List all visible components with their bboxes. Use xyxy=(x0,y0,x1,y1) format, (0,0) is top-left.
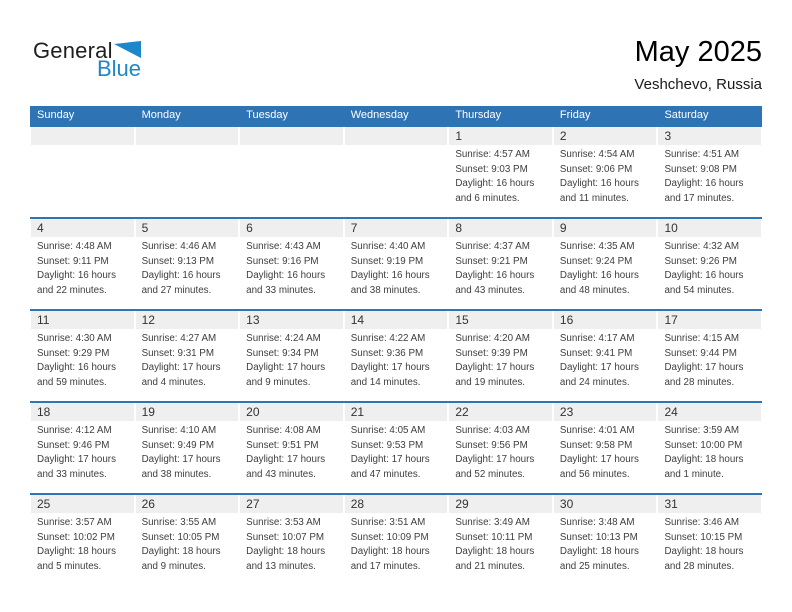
day-number: 9 xyxy=(554,219,657,237)
daylight-text: Daylight: 18 hours and 9 minutes. xyxy=(141,546,221,572)
sunrise-text: Sunrise: 4:10 AM xyxy=(141,425,217,436)
sunrise-text: Sunrise: 3:48 AM xyxy=(559,517,635,528)
day-info xyxy=(30,237,135,298)
sunset-text: Sunset: 9:26 PM xyxy=(664,255,737,267)
day-cell xyxy=(239,127,344,217)
weekday-header-sunday: Sunday xyxy=(37,109,75,121)
weekday-header-monday: Monday xyxy=(141,109,181,121)
day-cell xyxy=(135,403,240,493)
daylight-text: Daylight: 17 hours and 47 minutes. xyxy=(350,454,430,480)
day-cell xyxy=(344,495,449,585)
header-titles xyxy=(634,36,762,93)
day-number: 2 xyxy=(554,127,657,145)
day-info xyxy=(135,145,240,148)
day-info xyxy=(239,145,344,148)
sunrise-text: Sunrise: 4:01 AM xyxy=(559,425,635,436)
day-cell xyxy=(30,219,135,309)
day-cell xyxy=(239,311,344,401)
sunset-text: Sunset: 9:51 PM xyxy=(246,439,319,451)
sunrise-text: Sunrise: 4:54 AM xyxy=(559,149,635,160)
weekday-header-row xyxy=(30,106,762,125)
sunrise-text: Sunrise: 3:57 AM xyxy=(37,517,112,528)
sunset-text: Sunset: 9:58 PM xyxy=(559,439,633,451)
daylight-text: Daylight: 17 hours and 56 minutes. xyxy=(559,454,639,480)
day-info xyxy=(448,145,553,206)
sunrise-text: Sunrise: 4:08 AM xyxy=(246,425,321,436)
daylight-text: Daylight: 16 hours and 33 minutes. xyxy=(246,270,326,296)
day-number xyxy=(136,127,239,145)
sunrise-text: Sunrise: 3:49 AM xyxy=(455,517,530,528)
day-number: 16 xyxy=(554,311,657,329)
sunrise-text: Sunrise: 4:43 AM xyxy=(246,241,321,252)
sunset-text: Sunset: 10:05 PM xyxy=(141,531,220,543)
day-number xyxy=(31,127,134,145)
day-info xyxy=(239,421,344,482)
sunset-text: Sunset: 10:00 PM xyxy=(664,439,743,451)
daylight-text: Daylight: 18 hours and 13 minutes. xyxy=(246,546,326,572)
day-info xyxy=(657,329,762,390)
day-cell xyxy=(344,219,449,309)
daylight-text: Daylight: 16 hours and 54 minutes. xyxy=(664,270,744,296)
day-info xyxy=(448,513,553,574)
day-number xyxy=(345,127,448,145)
week-row xyxy=(30,217,762,309)
sunset-text: Sunset: 10:07 PM xyxy=(246,531,325,543)
day-info xyxy=(657,237,762,298)
sunset-text: Sunset: 9:24 PM xyxy=(559,255,633,267)
location-subtitle: Veshchevo, Russia xyxy=(634,76,762,94)
day-info xyxy=(344,513,449,574)
sunrise-text: Sunrise: 4:20 AM xyxy=(455,333,530,344)
daylight-text: Daylight: 16 hours and 48 minutes. xyxy=(559,270,639,296)
sunset-text: Sunset: 9:56 PM xyxy=(455,439,528,451)
day-info xyxy=(657,513,762,574)
week-row xyxy=(30,401,762,493)
daylight-text: Daylight: 16 hours and 6 minutes. xyxy=(455,178,535,204)
sunset-text: Sunset: 9:34 PM xyxy=(246,347,319,359)
weekday-header-thursday: Thursday xyxy=(455,109,502,121)
sunrise-text: Sunrise: 4:22 AM xyxy=(350,333,426,344)
day-info xyxy=(344,237,449,298)
day-number: 14 xyxy=(345,311,448,329)
daylight-text: Daylight: 17 hours and 43 minutes. xyxy=(246,454,326,480)
day-cell xyxy=(135,311,240,401)
day-number: 19 xyxy=(136,403,239,421)
day-number: 31 xyxy=(658,495,761,513)
day-number: 25 xyxy=(31,495,134,513)
sunrise-text: Sunrise: 3:53 AM xyxy=(246,517,321,528)
daylight-text: Daylight: 18 hours and 17 minutes. xyxy=(350,546,430,572)
weeks-container xyxy=(30,125,762,585)
sunset-text: Sunset: 9:39 PM xyxy=(455,347,528,359)
day-number: 7 xyxy=(345,219,448,237)
day-cell xyxy=(553,403,658,493)
daylight-text: Daylight: 17 hours and 52 minutes. xyxy=(455,454,535,480)
sunset-text: Sunset: 9:44 PM xyxy=(664,347,737,359)
daylight-text: Daylight: 18 hours and 28 minutes. xyxy=(664,546,744,572)
daylight-text: Daylight: 17 hours and 24 minutes. xyxy=(559,362,639,388)
day-number: 1 xyxy=(449,127,552,145)
day-number: 15 xyxy=(449,311,552,329)
daylight-text: Daylight: 18 hours and 21 minutes. xyxy=(455,546,535,572)
day-cell xyxy=(30,311,135,401)
day-cell xyxy=(239,219,344,309)
weekday-header-saturday: Saturday xyxy=(664,109,709,121)
day-number: 18 xyxy=(31,403,134,421)
day-info xyxy=(448,237,553,298)
day-info xyxy=(657,145,762,206)
day-number: 23 xyxy=(554,403,657,421)
calendar-grid xyxy=(30,106,762,585)
day-number: 29 xyxy=(449,495,552,513)
sunrise-text: Sunrise: 4:35 AM xyxy=(559,241,635,252)
day-info xyxy=(448,329,553,390)
day-number: 3 xyxy=(658,127,761,145)
day-cell xyxy=(344,403,449,493)
day-cell xyxy=(657,127,762,217)
daylight-text: Daylight: 18 hours and 25 minutes. xyxy=(559,546,639,572)
daylight-text: Daylight: 17 hours and 19 minutes. xyxy=(455,362,535,388)
daylight-text: Daylight: 18 hours and 5 minutes. xyxy=(37,546,116,572)
daylight-text: Daylight: 16 hours and 27 minutes. xyxy=(141,270,221,296)
daylight-text: Daylight: 17 hours and 33 minutes. xyxy=(37,454,116,480)
day-cell xyxy=(448,311,553,401)
day-info xyxy=(135,329,240,390)
sunset-text: Sunset: 10:11 PM xyxy=(455,531,533,543)
sunrise-text: Sunrise: 4:27 AM xyxy=(141,333,217,344)
day-number: 8 xyxy=(449,219,552,237)
day-info xyxy=(30,513,135,574)
day-info xyxy=(344,329,449,390)
day-cell xyxy=(448,127,553,217)
day-info xyxy=(344,421,449,482)
sunset-text: Sunset: 9:49 PM xyxy=(141,439,215,451)
day-info xyxy=(30,145,135,148)
sunrise-text: Sunrise: 3:46 AM xyxy=(664,517,740,528)
sunrise-text: Sunrise: 4:40 AM xyxy=(350,241,426,252)
daylight-text: Daylight: 17 hours and 28 minutes. xyxy=(664,362,744,388)
logo-text-blue: Blue xyxy=(96,56,141,81)
sunset-text: Sunset: 9:21 PM xyxy=(455,255,528,267)
day-info xyxy=(553,145,658,206)
day-number: 12 xyxy=(136,311,239,329)
sunset-text: Sunset: 9:36 PM xyxy=(350,347,424,359)
day-number: 24 xyxy=(658,403,761,421)
day-number: 11 xyxy=(31,311,134,329)
day-info xyxy=(344,145,449,148)
day-number: 21 xyxy=(345,403,448,421)
day-info xyxy=(553,513,658,574)
day-info xyxy=(239,237,344,298)
day-cell xyxy=(657,219,762,309)
sunrise-text: Sunrise: 4:37 AM xyxy=(455,241,530,252)
day-info xyxy=(448,421,553,482)
daylight-text: Daylight: 17 hours and 4 minutes. xyxy=(141,362,221,388)
day-cell xyxy=(239,403,344,493)
sunrise-text: Sunrise: 4:30 AM xyxy=(37,333,112,344)
sunset-text: Sunset: 9:08 PM xyxy=(664,163,737,175)
sunset-text: Sunset: 9:16 PM xyxy=(246,255,319,267)
day-cell xyxy=(135,127,240,217)
sunset-text: Sunset: 10:09 PM xyxy=(350,531,429,543)
day-cell xyxy=(344,127,449,217)
sunrise-text: Sunrise: 3:59 AM xyxy=(664,425,740,436)
weekday-header-tuesday: Tuesday xyxy=(246,109,288,121)
day-number: 4 xyxy=(31,219,134,237)
sunrise-text: Sunrise: 4:17 AM xyxy=(559,333,635,344)
day-number: 28 xyxy=(345,495,448,513)
day-number: 5 xyxy=(136,219,239,237)
month-title: May 2025 xyxy=(634,36,762,68)
day-number: 22 xyxy=(449,403,552,421)
day-info xyxy=(239,329,344,390)
sunrise-text: Sunrise: 4:32 AM xyxy=(664,241,740,252)
day-cell xyxy=(657,403,762,493)
sunset-text: Sunset: 9:11 PM xyxy=(37,255,109,267)
daylight-text: Daylight: 17 hours and 38 minutes. xyxy=(141,454,221,480)
sunrise-text: Sunrise: 4:51 AM xyxy=(664,149,740,160)
week-row xyxy=(30,309,762,401)
day-cell xyxy=(135,219,240,309)
daylight-text: Daylight: 16 hours and 43 minutes. xyxy=(455,270,535,296)
daylight-text: Daylight: 16 hours and 38 minutes. xyxy=(350,270,430,296)
sunrise-text: Sunrise: 4:48 AM xyxy=(37,241,112,252)
sunrise-text: Sunrise: 3:51 AM xyxy=(350,517,426,528)
day-number: 6 xyxy=(240,219,343,237)
sunset-text: Sunset: 9:53 PM xyxy=(350,439,424,451)
daylight-text: Daylight: 16 hours and 17 minutes. xyxy=(664,178,744,204)
day-cell xyxy=(30,127,135,217)
day-number: 30 xyxy=(554,495,657,513)
day-cell xyxy=(30,403,135,493)
day-cell xyxy=(553,311,658,401)
day-cell xyxy=(448,495,553,585)
day-cell xyxy=(344,311,449,401)
sunset-text: Sunset: 10:15 PM xyxy=(664,531,743,543)
sunset-text: Sunset: 9:06 PM xyxy=(559,163,633,175)
sunrise-text: Sunrise: 4:12 AM xyxy=(37,425,112,436)
day-number: 26 xyxy=(136,495,239,513)
sunset-text: Sunset: 9:31 PM xyxy=(141,347,215,359)
day-cell xyxy=(448,219,553,309)
daylight-text: Daylight: 18 hours and 1 minute. xyxy=(664,454,744,480)
day-cell xyxy=(553,127,658,217)
logo-text-general: General xyxy=(33,38,113,63)
daylight-text: Daylight: 17 hours and 14 minutes. xyxy=(350,362,430,388)
day-number: 20 xyxy=(240,403,343,421)
day-cell xyxy=(30,495,135,585)
day-cell xyxy=(448,403,553,493)
daylight-text: Daylight: 16 hours and 59 minutes. xyxy=(37,362,116,388)
day-cell xyxy=(553,495,658,585)
week-row xyxy=(30,125,762,217)
day-info xyxy=(30,421,135,482)
sunset-text: Sunset: 9:19 PM xyxy=(350,255,424,267)
day-cell xyxy=(657,495,762,585)
day-number: 10 xyxy=(658,219,761,237)
sunset-text: Sunset: 9:03 PM xyxy=(455,163,528,175)
sunrise-text: Sunrise: 3:55 AM xyxy=(141,517,217,528)
day-info xyxy=(657,421,762,482)
day-info xyxy=(30,329,135,390)
sunrise-text: Sunrise: 4:05 AM xyxy=(350,425,426,436)
day-info xyxy=(553,237,658,298)
sunrise-text: Sunrise: 4:57 AM xyxy=(455,149,530,160)
day-number: 27 xyxy=(240,495,343,513)
day-info xyxy=(135,421,240,482)
day-info xyxy=(135,513,240,574)
sunset-text: Sunset: 9:46 PM xyxy=(37,439,110,451)
day-cell xyxy=(553,219,658,309)
day-number: 17 xyxy=(658,311,761,329)
sunset-text: Sunset: 9:13 PM xyxy=(141,255,215,267)
daylight-text: Daylight: 16 hours and 11 minutes. xyxy=(559,178,639,204)
day-info xyxy=(135,237,240,298)
day-number xyxy=(240,127,343,145)
sunset-text: Sunset: 9:41 PM xyxy=(559,347,633,359)
day-cell xyxy=(657,311,762,401)
weekday-header-wednesday: Wednesday xyxy=(350,109,409,121)
daylight-text: Daylight: 16 hours and 22 minutes. xyxy=(37,270,116,296)
day-number: 13 xyxy=(240,311,343,329)
sunrise-text: Sunrise: 4:03 AM xyxy=(455,425,530,436)
sunset-text: Sunset: 10:13 PM xyxy=(559,531,638,543)
day-info xyxy=(553,329,658,390)
sunrise-text: Sunrise: 4:15 AM xyxy=(664,333,740,344)
sunrise-text: Sunrise: 4:24 AM xyxy=(246,333,321,344)
day-info xyxy=(553,421,658,482)
day-cell xyxy=(239,495,344,585)
general-blue-logo xyxy=(33,40,143,80)
day-info xyxy=(239,513,344,574)
week-row xyxy=(30,493,762,585)
sunset-text: Sunset: 10:02 PM xyxy=(37,531,115,543)
weekday-header-friday: Friday xyxy=(559,109,591,121)
daylight-text: Daylight: 17 hours and 9 minutes. xyxy=(246,362,326,388)
sunrise-text: Sunrise: 4:46 AM xyxy=(141,241,217,252)
day-cell xyxy=(135,495,240,585)
sunset-text: Sunset: 9:29 PM xyxy=(37,347,110,359)
